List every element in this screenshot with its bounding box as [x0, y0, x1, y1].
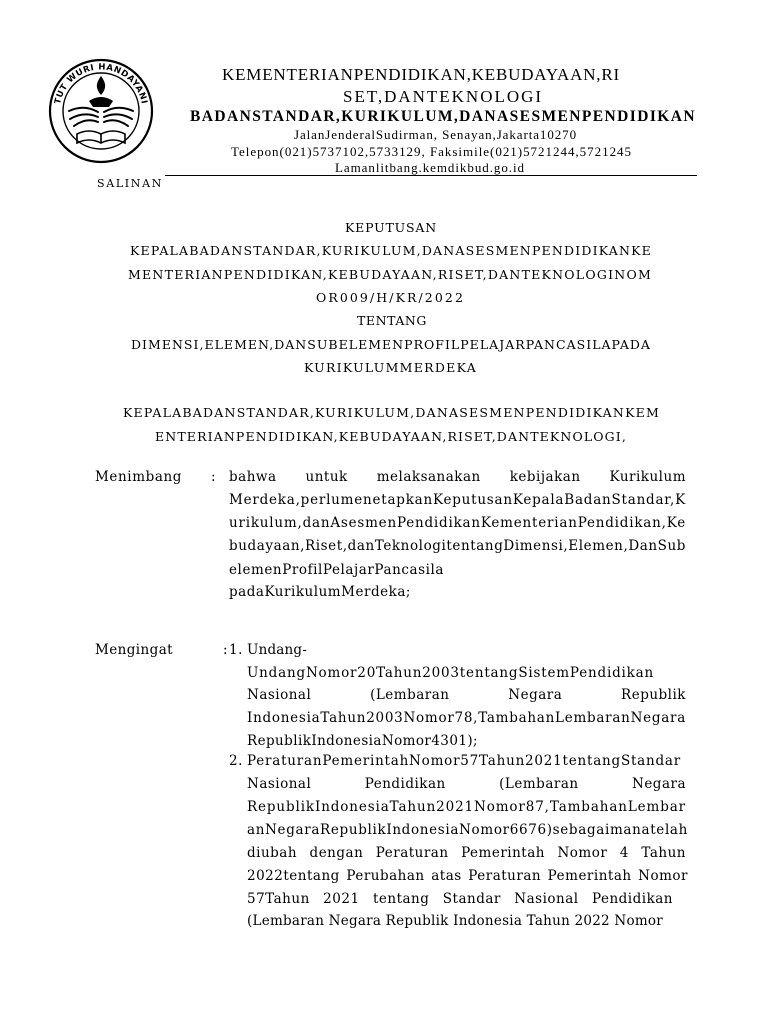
considering-text-line: padaKurikulumMerdeka; — [229, 584, 411, 600]
decision-subject-line: KURIKULUMMERDEKA — [304, 360, 477, 375]
considering-text-line: urikulum,danAsesmenPendidikanKementerianPendidikan,Ke — [229, 515, 686, 531]
logo-lettering-path: TUT WURI HANDAYANI — [53, 62, 149, 106]
considering-text-line: bahwa untuk melaksanakan kebijakan Kurikulum — [229, 469, 686, 485]
address-line: JalanJenderalSudirman, Senayan,Jakarta10270 — [294, 127, 577, 142]
letterhead-rule — [165, 175, 697, 176]
recalling-text-line: (Lembaran Negara Republik Indonesia Tahun 2022 Nomor — [247, 913, 663, 929]
logo-wing-right — [104, 108, 133, 126]
ministry-name-line: SET,DANTEKNOLOGI — [343, 87, 543, 106]
considering-label: Menimbang — [95, 469, 182, 485]
issuer-line: KEPALABADANSTANDAR,KURIKULUM,DANASESMENPENDIDIKANKEM — [123, 405, 660, 420]
tut-wuri-handayani-emblem-icon — [48, 54, 154, 166]
recalling-text-line: 57Tahun 2021 tentang Standar Nasional Pendidikan — [247, 891, 673, 907]
decision-title-line: MENTERIANPENDIDIKAN,KEBUDAYAAN,RISET,DANTEKNOLOGINOM — [128, 267, 652, 282]
issuer-line: ENTERIANPENDIDIKAN,KEBUDAYAAN,RISET,DANTEKNOLOGI, — [155, 429, 627, 444]
recalling-colon: : — [223, 642, 229, 658]
decision-title-line: KEPALABADANSTANDAR,KURIKULUM,DANASESMENPENDIDIKANKE — [130, 243, 652, 258]
logo-outer-ring — [50, 60, 152, 162]
recalling-text-line: Nasional (Lembaran Negara Republik — [247, 687, 686, 703]
list-item-number: 1. — [229, 642, 243, 658]
copy-stamp: SALINAN — [97, 177, 163, 190]
logo-book — [77, 131, 125, 143]
recalling-text-line: anNegaraRepublikIndonesiaNomor6676)sebagaimanatelah — [247, 822, 688, 838]
agency-name: BADANSTANDAR,KURIKULUM,DANASESMENPENDIDIKAN — [190, 108, 696, 125]
recalling-text-line: PeraturanPemerintahNomor57Tahun2021tentangStandar — [247, 753, 681, 769]
recalling-text-line: RepublikIndonesiaTahun2021Nomor87,TambahanLembar — [247, 799, 686, 815]
considering-text-line: budayaan,Riset,danTeknologitentangDimensi,Elemen,DanSub — [229, 538, 686, 554]
logo-lamp — [89, 97, 113, 107]
recalling-text-line: diubah dengan Peraturan Pemerintah Nomor 4 Tahun — [247, 845, 686, 861]
decision-subject-line: DIMENSI,ELEMEN,DANSUBELEMENPROFILPELAJARPANCASILAPADA — [131, 337, 651, 352]
recalling-text-line: Nasional Pendidikan (Lembaran Negara — [247, 776, 686, 792]
logo-wing-left — [69, 108, 98, 126]
recalling-text-line: 2022tentang Perubahan atas Peraturan Pemerintah Nomor — [247, 868, 688, 884]
considering-text-line: elemenProfilPelajarPancasila — [229, 562, 444, 578]
recalling-text-line: UndangNomor20Tahun2003tentangSistemPendidikan — [247, 665, 654, 681]
recalling-text-line: RepublikIndonesiaNomor4301); — [247, 733, 478, 749]
considering-text-line: Merdeka,perlumenetapkanKeputusanKepalaBadanStandar,K — [229, 492, 686, 508]
logo-flame — [97, 76, 105, 95]
considering-colon: : — [211, 469, 217, 485]
decision-title-line: KEPUTUSAN — [345, 220, 437, 235]
recalling-text-line: Undang- — [247, 642, 307, 658]
website-line: Lamanlitbang.kemdikbud.go.id — [335, 160, 525, 175]
decision-number: OR009/H/KR/2022 — [316, 290, 465, 305]
recalling-text-line: IndonesiaTahun2003Nomor78,TambahanLembaranNegara — [247, 710, 686, 726]
recalling-label: Mengingat — [95, 642, 173, 658]
list-item-number: 2. — [229, 753, 243, 769]
decision-title-line: TENTANG — [357, 313, 427, 328]
ministry-name-line: KEMENTERIANPENDIDIKAN,KEBUDAYAAN,RI — [222, 65, 620, 84]
contact-line: Telepon(021)5737102,5733129, Faksimile(021)5721244,5721245 — [231, 144, 632, 159]
